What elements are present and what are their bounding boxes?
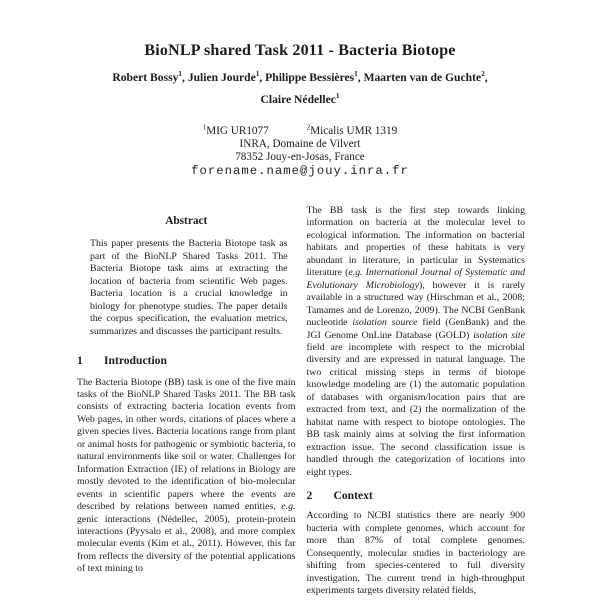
section-number-context: 2 [306,488,313,502]
context-paragraph: According to NCBI statistics there are nearly 900 bacteria with complete genomes, which account for more than 87% of total complete genomes. Consequently, molecular studies in bacteriology are shifting from species-centered to full diversity investigation. The current trend in high-throughput experiments targets diversity related fields, [306,510,525,597]
section-label-context: Context [333,488,373,502]
affiliation-units-line [0,125,600,138]
introduction-paragraph: The Bacteria Biotope (BB) task is one of the five main tasks of the BioNLP Shared Tasks 2011. The BB task consists of extracting bacteria location events from Web pages, in other words, citations of places where a given species lives. Bacteria locations range from plant or animal hosts for pathogenic or symbiotic bacteria, to natural environments like soil or water. Challenges for Information Extraction (IE) of relations in Biology are mostly devoted to the identification of bio-molecular events in scientific papers where the events are described by relations between named entities, e.g. genic interactions (Nédellec, 2005), protein-protein interactions (Pyysalo et al., 2008), and more complex molecular events (Kim et al., 2011). However, this far from reflects the diversity of the potential applications of text mining to [77,376,296,575]
affiliation-institute: INRA, Domaine de Vilvert [239,138,361,151]
section-label-introduction: Introduction [104,354,167,368]
section-heading-context [307,490,526,502]
section-number-introduction: 1 [77,354,83,368]
affiliation-address: 78352 Jouy-en-Josas, France [235,151,365,164]
left-column [77,205,296,598]
right-column [307,205,526,598]
abstract-paragraph: This paper presents the Bacteria Biotope task as part of the BioNLP Shared Tasks 2011. The Bacteria Biotope task aims at extracting the location of bacteria from scientific Web pages. Bacteria location is a crucial knowledge in biology for phenotype studies. The paper details the corpus specification, the evaluation metrics, summarizes and discusses the participant results. [90,238,288,337]
bb-task-paragraph: The BB task is the first step towards linking information on bacteria at the molecular level to ecological information. The information on bacterial habitats and properties of these habitats is very abundant in literature, in particular in Systematics literature (e.g. International Journal of Systematic and Evolutionary Microbiology), however it is rarely available in a structured way (Hirschman et al., 2008; Tamames and de Lorenzo, 2009). The NCBI GenBank nucleotide isolation source field (GenBank) and the JGI Genome OnLine Database (GOLD) isolation site field are incomplete with respect to the microbial diversity and are expressed in natural language. The two critical missing steps in terms of biotope knowledge modeling are (1) the automatic population of databases with organism/location pairs that are extracted from text, and (2) the normalization of the habitat name with respect to biotope ontologies. The BB task mainly aims at solving the first information extraction issue. The second classification issue is handled through the categorization of locations into eight types. [306,205,526,478]
paper-title: BioNLP shared Task 2011 - Bacteria Biotope [144,42,456,59]
section-heading-introduction [77,355,296,367]
abstract-heading: Abstract [165,215,208,227]
authors-line-2: Claire Nédellec$^1$ [260,92,340,106]
authors-line-1: Robert Bossy$^1$, Julien Jourde$^1$, Philippe Bessières$^1$, Maarten van de Guchte$^2$, [112,70,488,84]
affiliation-unit-2: $^2$Micalis UMR 1319 [306,123,398,137]
email-line: forename.name@jouy.inra.fr [191,164,409,178]
two-column-body [77,205,525,598]
affiliation-unit-1: $^1$MIG UR1077 [202,123,269,137]
affiliation-block [0,125,600,165]
